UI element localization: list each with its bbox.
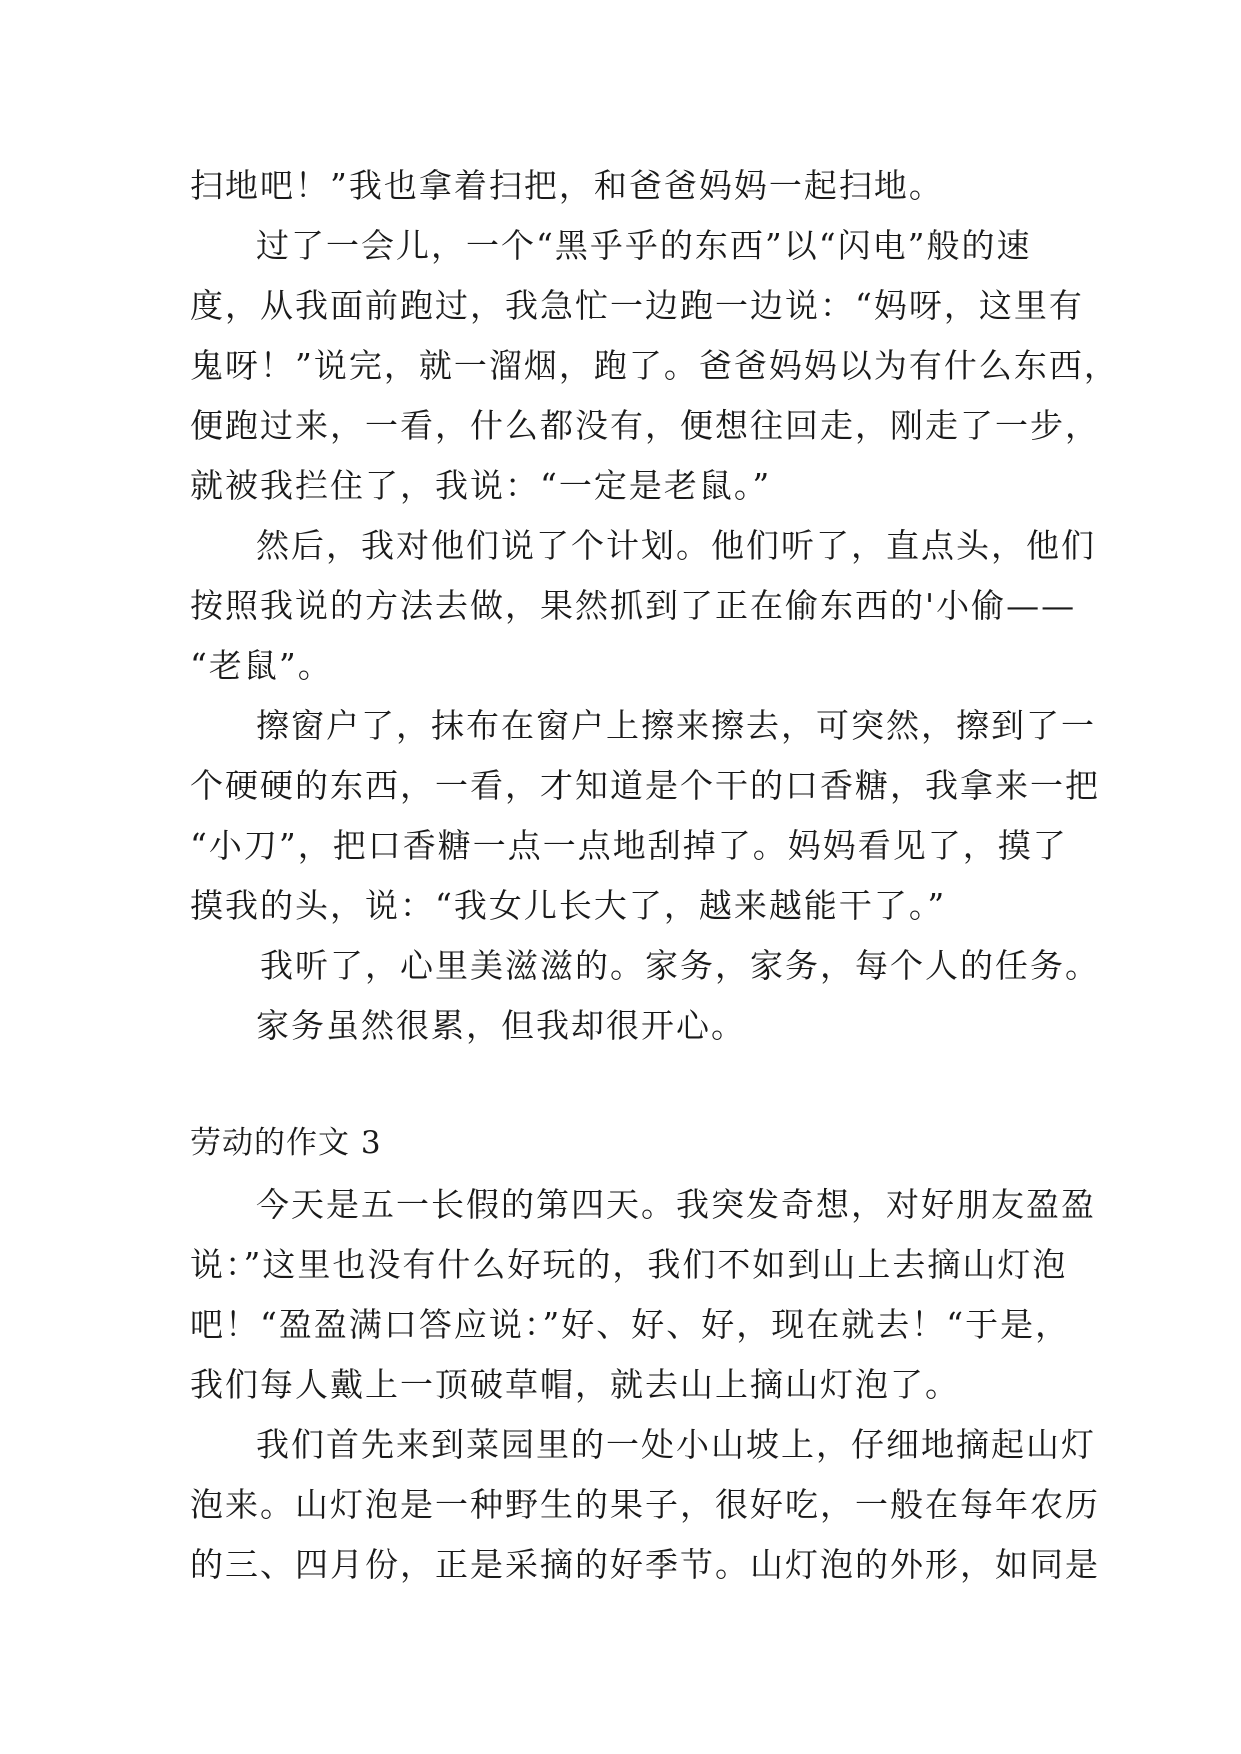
text-line: 鬼呀！”说完，就一溜烟，跑了。爸爸妈妈以为有什么东西， [190, 346, 1119, 385]
text-line: 就被我拦住了，我说：“一定是老鼠。” [190, 466, 772, 505]
paragraph-start: 我们首先来到菜园里的一处小山坡上，仔细地摘起山灯 [256, 1425, 1096, 1464]
text-line: 按照我说的方法去做，果然抓到了正在偷东西的'小偷—— [190, 586, 1077, 625]
text-line: 泡来。山灯泡是一种野生的果子，很好吃，一般在每年农历 [190, 1485, 1100, 1524]
text-line: 吧！“盈盈满口答应说：”好、好、好，现在就去！“于是， [190, 1305, 1071, 1344]
paragraph-start: 擦窗户了，抹布在窗户上擦来擦去，可突然，擦到了一 [256, 706, 1096, 745]
paragraph-start: 过了一会儿，一个“黑乎乎的东西”以“闪电”般的速 [256, 226, 1032, 265]
text-line: “小刀”，把口香糖一点一点地刮掉了。妈妈看见了，摸了 [190, 826, 1068, 865]
text-line: 扫地吧！”我也拿着扫把，和爸爸妈妈一起扫地。 [190, 166, 944, 205]
paragraph-start: 今天是五一长假的第四天。我突发奇想，对好朋友盈盈 [256, 1185, 1096, 1224]
paragraph-start: 然后，我对他们说了个计划。他们听了，直点头，他们 [256, 526, 1096, 565]
text-line: 的三、四月份，正是采摘的好季节。山灯泡的外形，如同是 [190, 1545, 1100, 1584]
paragraph-start: 我听了，心里美滋滋的。家务，家务，每个人的任务。 [260, 946, 1100, 985]
text-line: 度，从我面前跑过，我急忙一边跑一边说：“妈呀，这里有 [190, 286, 1084, 325]
text-line: 说：”这里也没有什么好玩的，我们不如到山上去摘山灯泡 [190, 1245, 1068, 1284]
section-heading: 劳动的作文 3 [190, 1125, 382, 1161]
text-line: 我们每人戴上一顶破草帽，就去山上摘山灯泡了。 [190, 1365, 960, 1404]
paragraph-start: 家务虽然很累，但我却很开心。 [256, 1006, 746, 1045]
text-line: 摸我的头，说：“我女儿长大了，越来越能干了。” [190, 886, 947, 925]
text-line: 个硬硬的东西，一看，才知道是个干的口香糖，我拿来一把 [190, 766, 1100, 805]
text-line: 便跑过来，一看，什么都没有，便想往回走，刚走了一步， [190, 406, 1100, 445]
text-line: “老鼠”。 [190, 646, 333, 685]
